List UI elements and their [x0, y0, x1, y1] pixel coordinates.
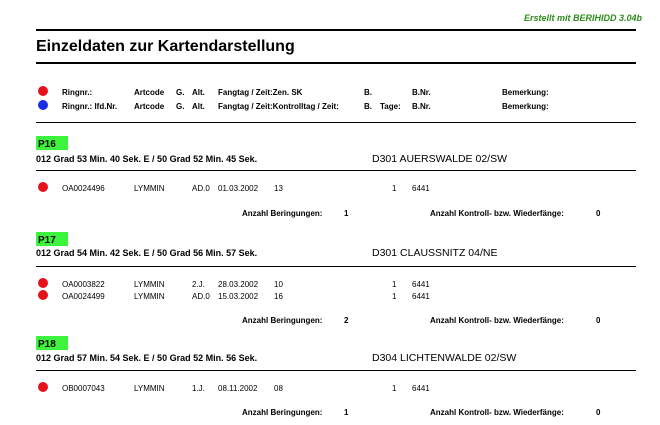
species-code: LYMMIN: [134, 384, 165, 393]
b-value: 1: [392, 384, 397, 393]
recapture-count: 0: [596, 408, 601, 417]
creator-note: Erstellt mit BERIHIDD 3.04b: [523, 13, 642, 23]
legend-tage: Tage:: [380, 102, 401, 111]
ringing-dot-icon: [38, 86, 48, 96]
catch-date: 28.03.2002: [218, 280, 259, 289]
b-value: 1: [392, 184, 397, 193]
site-tag: P18: [36, 336, 68, 350]
ringing-count: 1: [344, 408, 349, 417]
ringing-dot-icon: [38, 382, 48, 392]
ringing-count: 1: [344, 209, 349, 218]
age: AD.0: [192, 292, 210, 301]
legend-ringnr: Ringnr.:: [62, 88, 93, 97]
section-rule: [36, 266, 636, 267]
legend-rule: [36, 122, 636, 123]
legend-alt: Alt.: [192, 102, 205, 111]
recapture-count-label: Anzahl Kontroll- bzw. Wiederfänge:: [430, 316, 564, 325]
legend-bemerkung: Bemerkung:: [502, 88, 549, 97]
ringing-count: 2: [344, 316, 349, 325]
age: AD.0: [192, 184, 210, 193]
catch-date: 01.03.2002: [218, 184, 259, 193]
b-number: 6441: [412, 280, 430, 289]
site-coordinates: 012 Grad 53 Min. 40 Sek. E / 50 Grad 52 Min. 45 Sek.: [36, 154, 258, 164]
site-place: D301 CLAUSSNITZ 04/NE: [372, 247, 498, 259]
legend-alt: Alt.: [192, 88, 205, 97]
legend-bnr: B.Nr.: [412, 88, 431, 97]
catch-date: 15.03.2002: [218, 292, 259, 301]
site-coordinates: 012 Grad 57 Min. 54 Sek. E / 50 Grad 52 Min. 56 Sek.: [36, 353, 258, 363]
legend-fangtag: Fangtag / Zeit:Zen. SK: [218, 88, 303, 97]
legend-artcode: Artcode: [134, 88, 165, 97]
ringing-dot-icon: [38, 278, 48, 288]
section-rule: [36, 170, 636, 171]
legend-fangtag: Fangtag / Zeit:Kontrolltag / Zeit:: [218, 102, 339, 111]
legend-bnr: B.Nr.: [412, 102, 431, 111]
species-code: LYMMIN: [134, 292, 165, 301]
recapture-count: 0: [596, 316, 601, 325]
age: 1.J.: [192, 384, 205, 393]
legend-g: G.: [176, 88, 185, 97]
b-number: 6441: [412, 184, 430, 193]
legend-artcode: Artcode: [134, 102, 165, 111]
ringing-count-label: Anzahl Beringungen:: [242, 316, 323, 325]
legend-bemerkung: Bemerkung:: [502, 102, 549, 111]
ring-number: OA0003822: [62, 280, 105, 289]
site-coordinates: 012 Grad 54 Min. 42 Sek. E / 50 Grad 56 Min. 57 Sek.: [36, 248, 258, 258]
legend-ringnr: Ringnr.: lfd.Nr.: [62, 102, 118, 111]
b-number: 6441: [412, 292, 430, 301]
top-rule: [36, 29, 636, 31]
catch-time: 13: [274, 184, 283, 193]
catch-time: 08: [274, 384, 283, 393]
control-dot-icon: [38, 100, 48, 110]
ring-number: OA0024499: [62, 292, 105, 301]
ring-number: OB0007043: [62, 384, 105, 393]
species-code: LYMMIN: [134, 184, 165, 193]
section-rule: [36, 370, 636, 371]
legend-b: B.: [364, 102, 372, 111]
ringing-count-label: Anzahl Beringungen:: [242, 209, 323, 218]
legend-g: G.: [176, 102, 185, 111]
catch-time: 10: [274, 280, 283, 289]
ringing-dot-icon: [38, 290, 48, 300]
recapture-count-label: Anzahl Kontroll- bzw. Wiederfänge:: [430, 408, 564, 417]
legend-b: B.: [364, 88, 372, 97]
b-number: 6441: [412, 384, 430, 393]
species-code: LYMMIN: [134, 280, 165, 289]
catch-date: 08.11.2002: [218, 384, 258, 393]
ringing-count-label: Anzahl Beringungen:: [242, 408, 323, 417]
site-tag: P16: [36, 136, 68, 150]
page-title: Einzeldaten zur Kartendarstellung: [36, 38, 295, 55]
catch-time: 16: [274, 292, 283, 301]
ringing-dot-icon: [38, 182, 48, 192]
site-place: D304 LICHTENWALDE 02/SW: [372, 352, 517, 364]
recapture-count-label: Anzahl Kontroll- bzw. Wiederfänge:: [430, 209, 564, 218]
b-value: 1: [392, 280, 397, 289]
b-value: 1: [392, 292, 397, 301]
ring-number: OA0024496: [62, 184, 105, 193]
site-tag: P17: [36, 232, 68, 246]
site-place: D301 AUERSWALDE 02/SW: [372, 153, 507, 165]
title-rule: [36, 62, 636, 64]
recapture-count: 0: [596, 209, 601, 218]
age: 2.J.: [192, 280, 205, 289]
